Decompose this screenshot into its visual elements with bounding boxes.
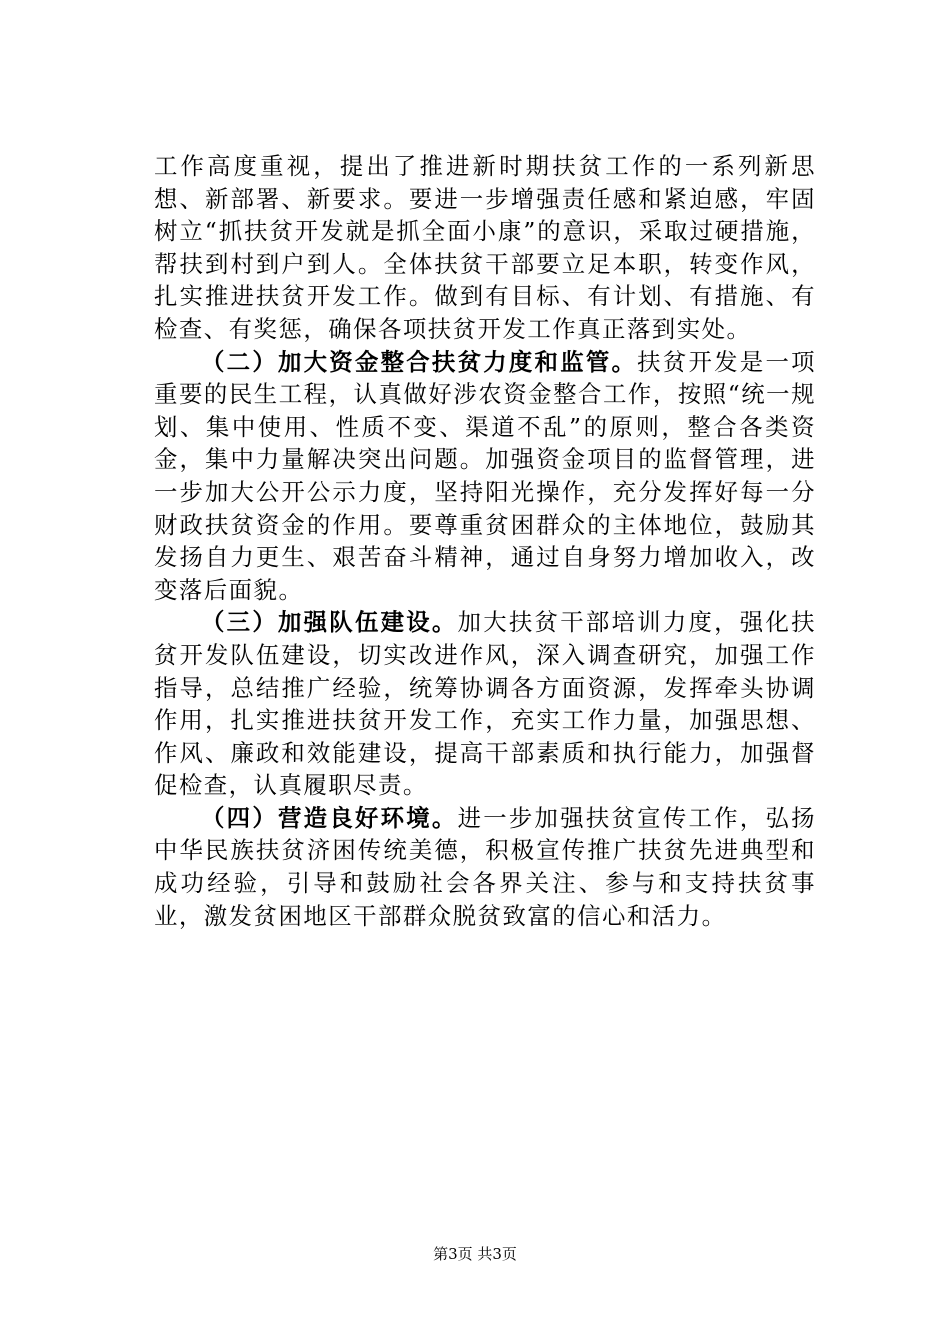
paragraph-body: 扶贫开发是一项重要的民生工程，认真做好涉农资金整合工作，按照“统一规划、集中使用、性质不变、渠道不乱”的原则，整合各类资金，集中力量解决突出问题。加强资金项目的监督管理，进一步加大公开公示力度，坚持阳光操作，充分发挥好每一分财政扶贫资金的作用。要尊重贫困群众的主体地位，鼓励其发扬自力更生、艰苦奋斗精神，通过自身努力增加收入，改变落后面貌。 (154, 347, 817, 604)
document-body (154, 150, 816, 932)
paragraph-environment (154, 802, 816, 932)
paragraph-body: 进一步加强扶贫宣传工作，弘扬中华民族扶贫济困传统美德，积极宣传推广扶贫先进典型和成功经验，引导和鼓励社会各界关注、参与和支持扶贫事业，激发贫困地区干部群众脱贫致富的信心和活力。 (154, 803, 817, 930)
paragraph-body: 加大扶贫干部培训力度，强化扶贫开发队伍建设，切实改进作风，深入调查研究，加强工作指导，总结推广经验，统筹协调各方面资源，发挥牵头协调作用，扎实推进扶贫开发工作，充实工作力量，加强思想、作风、廉政和效能建设，提高干部素质和执行能力，加强督促检查，认真履职尽责。 (154, 608, 817, 800)
paragraph-heading: （二）加大资金整合扶贫力度和监管。 (201, 347, 638, 376)
paragraph-team (154, 606, 816, 802)
paragraph-heading: （四）营造良好环境。 (201, 803, 458, 832)
page-number-footer: 第3页 共3页 (433, 1245, 517, 1263)
paragraph-body: 工作高度重视，提出了推进新时期扶贫工作的一系列新思想、新部署、新要求。要进一步增强责任感和紧迫感，牢固树立“抓扶贫开发就是抓全面小康”的意识，采取过硬措施，帮扶到村到户到人。全体扶贫干部要立足本职，转变作风，扎实推进扶贫开发工作。做到有目标、有计划、有措施、有检查、有奖惩，确保各项扶贫开发工作真正落到实处。 (154, 152, 816, 343)
paragraph-funding (154, 346, 816, 607)
paragraph-heading: （三）加强队伍建设。 (201, 608, 458, 637)
paragraph-continuation (154, 150, 816, 346)
